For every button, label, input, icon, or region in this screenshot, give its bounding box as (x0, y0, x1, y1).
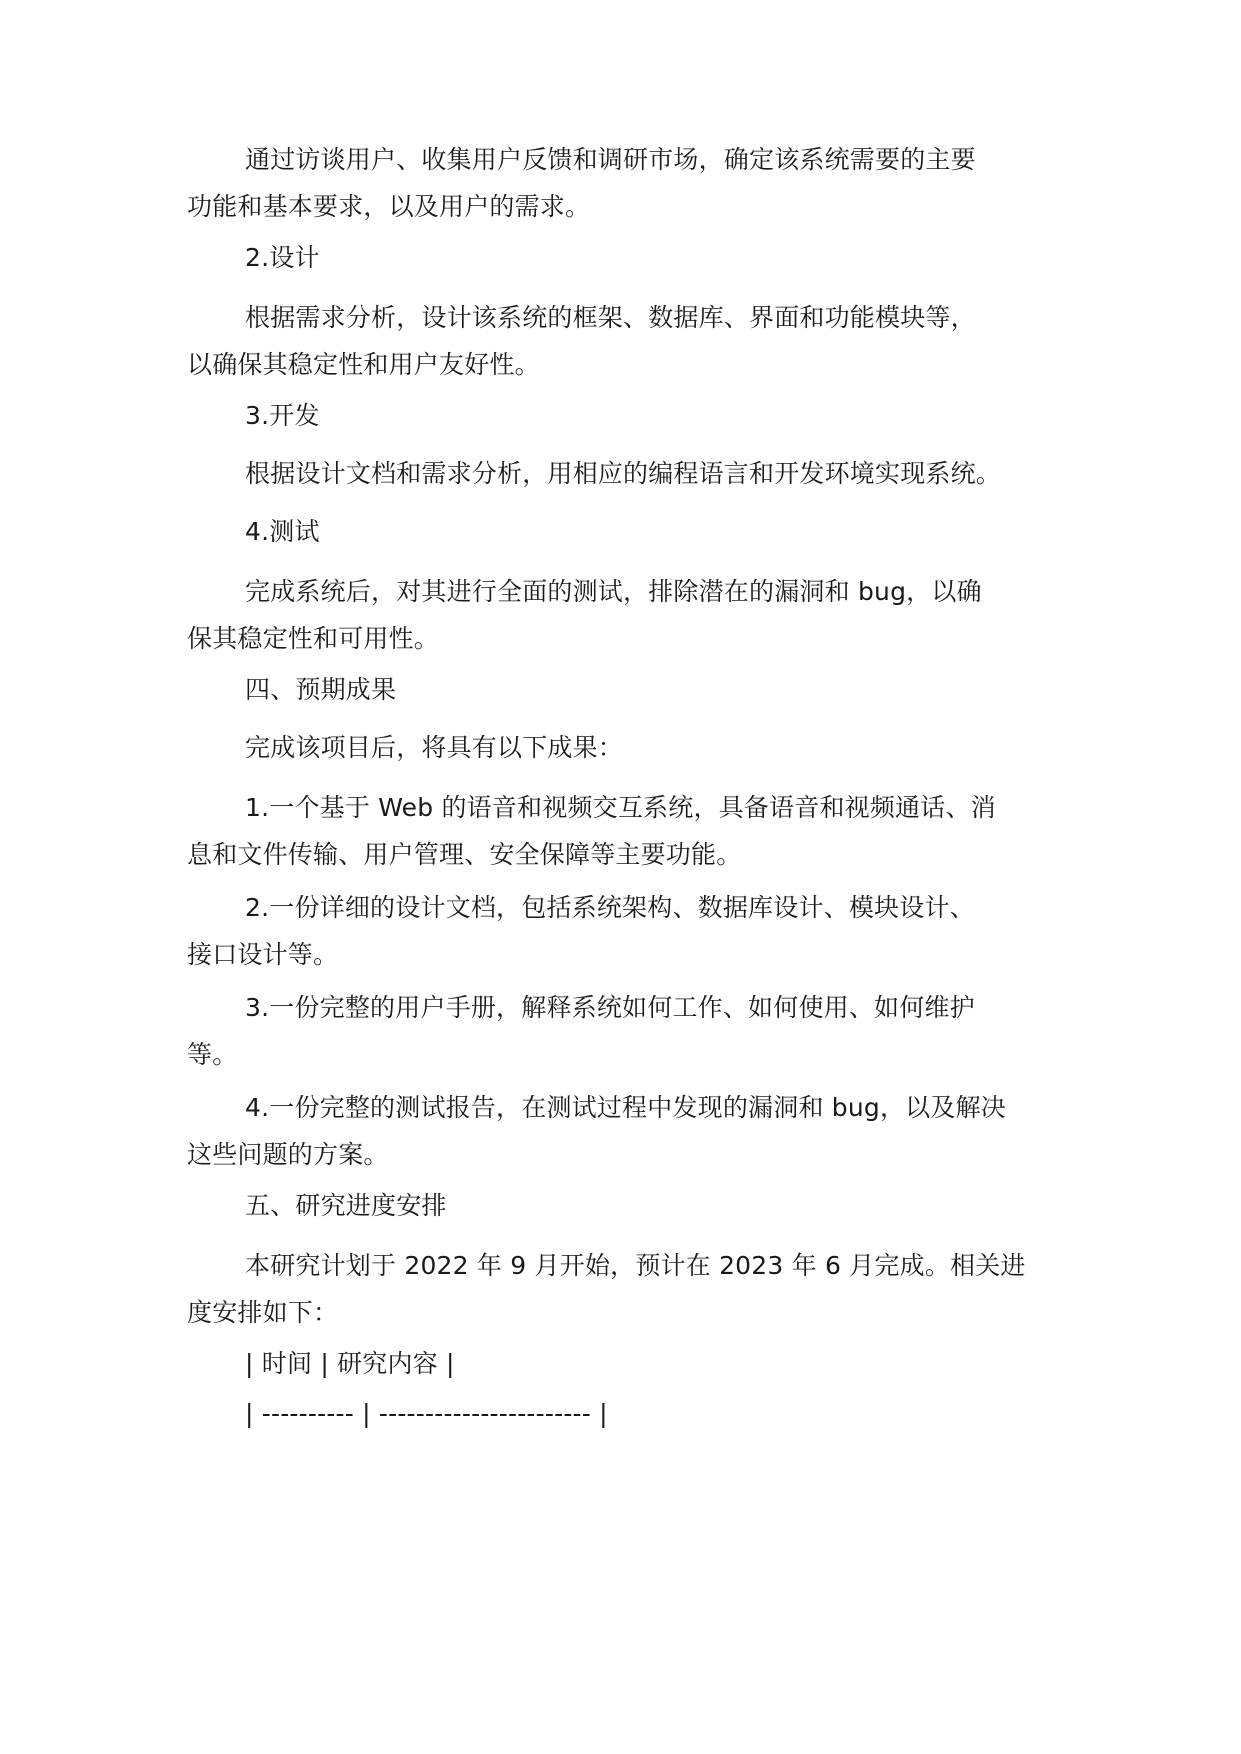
result-item-1 (187, 784, 996, 878)
paragraph-results-intro: 完成该项目后，将具有以下成果： (245, 733, 624, 762)
paragraph-line: 以确保其稳定性和用户友好性。 (187, 350, 540, 379)
paragraph-line: 3.一份完整的用户手册，解释系统如何工作、如何使用、如何维护 (245, 993, 975, 1022)
paragraph-line: 接口设计等。 (187, 940, 339, 969)
paragraph-line: 通过访谈用户、收集用户反馈和调研市场，确定该系统需要的主要 (245, 145, 976, 174)
paragraph-line: 根据需求分析，设计该系统的框架、数据库、界面和功能模块等， (245, 303, 976, 332)
heading-design: 2.设计 (245, 243, 320, 272)
paragraph-development: 根据设计文档和需求分析，用相应的编程语言和开发环境实现系统。 (245, 459, 1002, 488)
schedule-table-header: | 时间 | 研究内容 | (245, 1349, 455, 1378)
paragraph-design (187, 294, 976, 388)
paragraph-line: 等。 (187, 1040, 238, 1069)
paragraph-line: 本研究计划于 2022 年 9 月开始，预计在 2023 年 6 月完成。相关进 (245, 1251, 1026, 1280)
paragraph-testing (187, 568, 982, 662)
heading-schedule: 五、研究进度安排 (245, 1191, 447, 1220)
paragraph-line: 2.一份详细的设计文档，包括系统架构、数据库设计、模块设计、 (245, 893, 975, 922)
paragraph-requirements (187, 136, 976, 230)
paragraph-line: 完成系统后，对其进行全面的测试，排除潜在的漏洞和 bug，以确 (245, 577, 982, 606)
schedule-table-separator: | ---------- | ----------------------- | (245, 1399, 608, 1428)
paragraph-line: 保其稳定性和可用性。 (187, 624, 440, 653)
paragraph-schedule (187, 1242, 1026, 1336)
paragraph-line: 息和文件传输、用户管理、安全保障等主要功能。 (187, 840, 742, 869)
paragraph-line: 4.一份完整的测试报告，在测试过程中发现的漏洞和 bug，以及解决 (245, 1093, 1006, 1122)
paragraph-line: 功能和基本要求，以及用户的需求。 (187, 192, 591, 221)
paragraph-line: 这些问题的方案。 (187, 1140, 389, 1169)
paragraph-line: 度安排如下： (187, 1298, 339, 1327)
result-item-2 (187, 884, 975, 978)
paragraph-line: 1.一个基于 Web 的语音和视频交互系统，具备语音和视频通话、消 (245, 793, 996, 822)
result-item-3 (187, 984, 975, 1078)
heading-development: 3.开发 (245, 401, 320, 430)
heading-testing: 4.测试 (245, 517, 320, 546)
result-item-4 (187, 1084, 1006, 1178)
heading-expected-results: 四、预期成果 (245, 675, 397, 704)
